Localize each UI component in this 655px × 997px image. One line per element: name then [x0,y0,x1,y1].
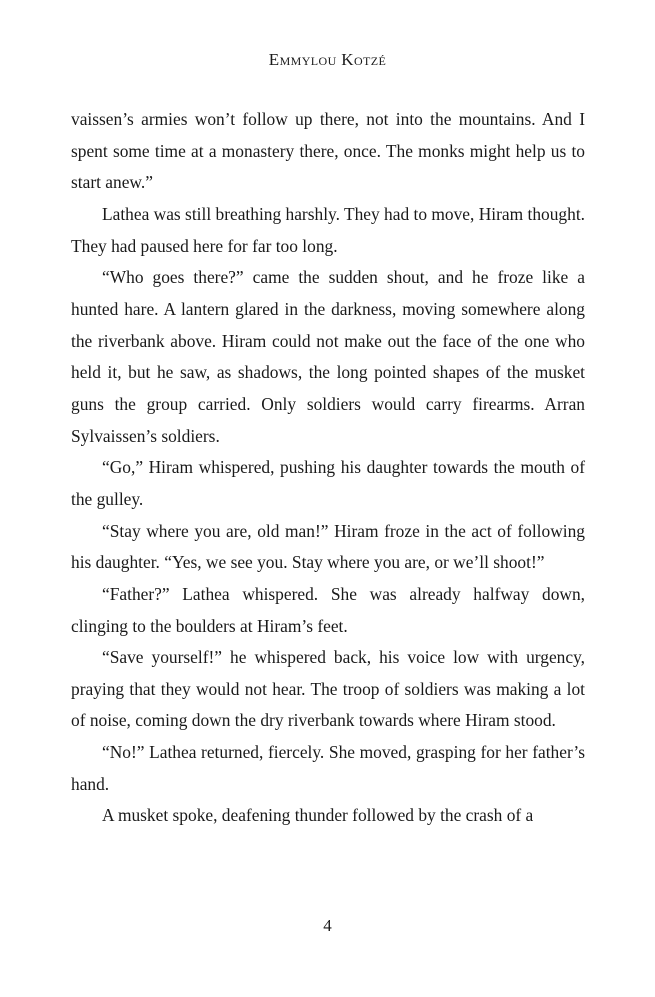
paragraph: “Stay where you are, old man!” Hiram froze in the act of following his daughter. “Yes, we see you. Stay where you are, or we’ll shoot!” [71,520,585,573]
paragraph: Lathea was still breathing harshly. They had to move, Hiram thought. They had paused here for far too long. [71,203,585,256]
paragraph: A musket spoke, deafening thunder followed by the crash of a [102,805,534,826]
paragraph: “Go,” Hiram whispered, pushing his daughter towards the mouth of the gulley. [71,457,585,509]
body-text [71,104,585,832]
paragraph: vaissen’s armies won’t follow up there, not into the mountains. And I spent some time at a monastery there, once. The monks might help us to start anew.” [71,109,585,193]
paragraph: “Who goes there?” came the sudden shout, and he froze like a hunted hare. A lantern glared in the darkness, moving somewhere along the riverbank above. Hiram could not make out the face of the one who held it, but he saw, as shadows, the long pointed shapes of the musket guns the group carried. Only soldiers would carry firearms. Arran Sylvaissen’s soldiers. [71,267,585,446]
paragraph: “No!” Lathea returned, fiercely. She moved, grasping for her father’s hand. [71,742,585,794]
paragraph: “Father?” Lathea whispered. She was already halfway down, clinging to the boulders at Hiram’s feet. [71,583,585,636]
page-number: 4 [323,916,332,935]
paragraph: “Save yourself!” he whispered back, his voice low with urgency, praying that they would not hear. The troop of soldiers was making a lot of noise, coming down the dry riverbank towards where Hiram stood. [71,647,585,731]
running-head-author: Emmylou Kotzé [268,50,387,69]
